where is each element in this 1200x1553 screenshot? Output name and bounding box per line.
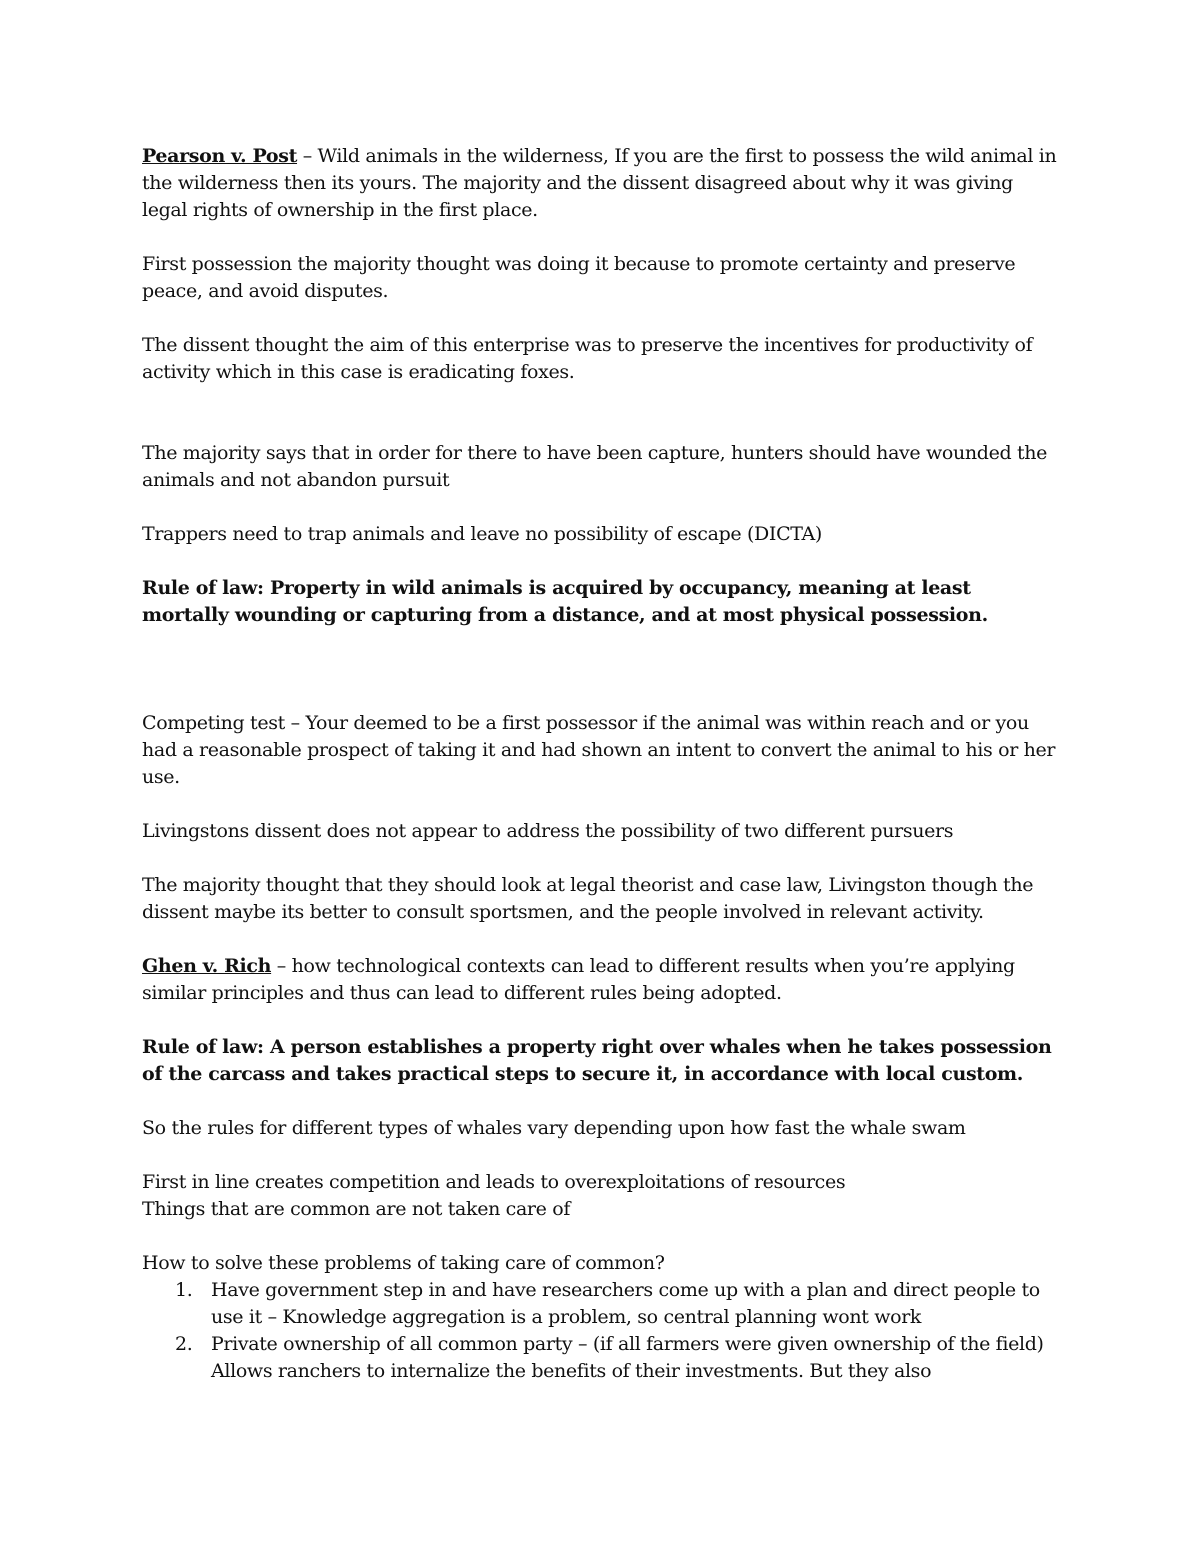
rule-of-law-pearson: Rule of law: Property in wild animals is acquired by occupancy, meaning at least mortally wounding or capturing from a distance, and at most physical possession. [142, 577, 988, 626]
list-number: 2. [175, 1333, 193, 1355]
list-item-text: Have government step in and have researchers come up with a plan and direct people to use it – Knowledge aggregation is a problem, so central planning wont work [211, 1279, 1040, 1328]
legal-theorist-paragraph: The majority thought that they should look at legal theorist and case law, Livingston though the dissent maybe its better to consult sportsmen, and the people involved in relevant activity. [142, 874, 1034, 923]
ghen-summary: – how technological contexts can lead to different results when you’re applying similar principles and thus can lead to different rules being adopted. [142, 955, 1015, 1004]
rule-of-law-ghen: Rule of law: A person establishes a property right over whales when he takes possession of the carcass and takes practical steps to secure it, in accordance with local custom. [142, 1036, 1052, 1085]
common-problem-question: How to solve these problems of taking care of common? [142, 1252, 665, 1274]
list-number: 1. [175, 1279, 193, 1301]
case-name-pearson: Pearson v. Post [142, 145, 298, 167]
list-item [142, 1277, 1062, 1331]
document-body [142, 143, 1062, 1385]
whale-rules-paragraph: So the rules for different types of whales vary depending upon how fast the whale swam [142, 1117, 966, 1139]
blank-lines [142, 656, 1062, 710]
ghen-paragraph [142, 953, 1062, 1007]
list-item [142, 1331, 1062, 1385]
majority-reason-paragraph: First possession the majority thought was doing it because to promote certainty and preserve peace, and avoid disputes. [142, 253, 1016, 302]
first-in-line-line: First in line creates competition and leads to overexploitations of resources [142, 1171, 846, 1193]
trappers-paragraph: Trappers need to trap animals and leave no possibility of escape (DICTA) [142, 523, 822, 545]
dissent-reason-paragraph: The dissent thought the aim of this enterprise was to preserve the incentives for productivity of activity which in this case is eradicating foxes. [142, 334, 1033, 383]
pearson-paragraph [142, 143, 1062, 224]
common-things-line: Things that are common are not taken care of [142, 1198, 571, 1220]
solutions-list [142, 1277, 1062, 1385]
case-name-ghen: Ghen v. Rich [142, 955, 272, 977]
list-item-text: Private ownership of all common party – (if all farmers were given ownership of the field) Allows ranchers to internalize the benefits of their investments. But they also [211, 1333, 1044, 1382]
blank-line [142, 413, 1062, 440]
livingston-dissent-paragraph: Livingstons dissent does not appear to address the possibility of two different pursuers [142, 820, 954, 842]
pearson-summary: – Wild animals in the wilderness, If you are the first to possess the wild animal in the wilderness then its yours. The majority and the dissent disagreed about why it was giving legal rights of ownership in the first place. [142, 145, 1057, 221]
competing-test-paragraph: Competing test – Your deemed to be a first possessor if the animal was within reach and or you had a reasonable prospect of taking it and had shown an intent to convert the animal to his or her use. [142, 712, 1056, 788]
capture-paragraph: The majority says that in order for there to have been capture, hunters should have wounded the animals and not abandon pursuit [142, 442, 1048, 491]
